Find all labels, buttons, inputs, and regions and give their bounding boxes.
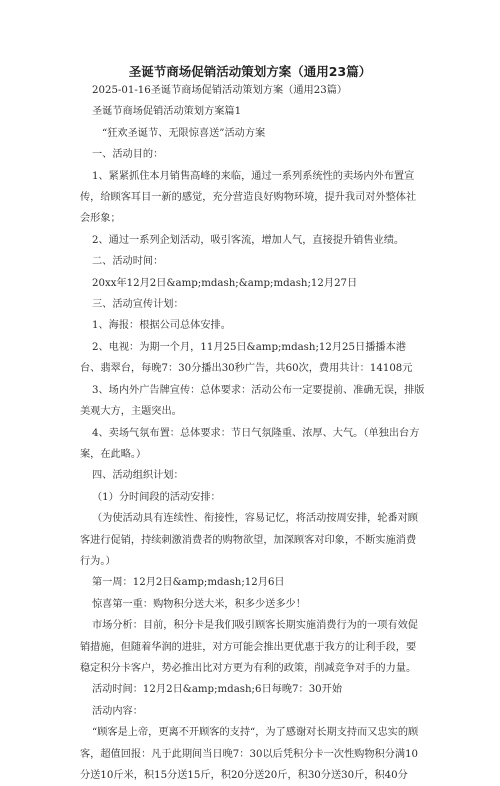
paragraph: 1、海报：根据公司总体安排。 (92, 320, 231, 332)
paragraph: 1、紧紧抓住本月销售高峰的来临，通过一系列系统性的卖场内外布置宣传，给顾客耳目一新的感觉，充分营造良好购物环境，提升我司对外整体社会形象； (80, 170, 417, 225)
paragraph: 市场分析：目前，积分卡是我们吸引顾客长期实施消费行为的一项有效促销措施，但随着华润的进驻，对方可能会推出更优惠于我方的让利手段，要稳定积分卡客户，势必推出比对方更为有利的政策，削减竞争对手的力量。 (80, 620, 418, 674)
paragraph: （为使活动具有连续性、衔接性，容易记忆，将活动按周安排，轮番对顾客进行促销，持续刺激消费者的购物欲望，加深顾客对印象，不断实施消费行为。） (80, 513, 418, 567)
paragraph: 圣诞节商场促销活动策划方案篇1 (92, 106, 242, 118)
paragraph: “顾客是上帝，更离不开顾客的支持“，为了感谢对长期支持而又忠实的顾客，超值回报：凡于此期间当日晚7：30以后凭积分卡一次性购物积分满10分送10斤米，积15分送15斤，积20分送20斤，积30分送30斤，积40分 (80, 727, 419, 781)
paragraph: 2、电视：为期一个月，11月25日&amp;mdash;12月25日播播本港台、翡翠台，每晚7：30分播出30秒广告，共60次，费用共计：14108元 (80, 341, 413, 375)
paragraph: 2、通过一系列企划活动，吸引客流，增加人气，直接提升销售业绩。 (92, 234, 405, 246)
paragraph: 第一周：12月2日&amp;mdash;12月6日 (92, 577, 285, 589)
paragraph: 惊喜第一重：购物积分送大米，积多少送多少！ (92, 598, 306, 610)
paragraph: 活动内容： (92, 705, 143, 717)
paragraph: 20xx年12月2日&amp;mdash;&amp;mdash;12月27日 (92, 277, 358, 289)
paragraph: 一、活动目的： (92, 149, 164, 161)
paragraph: 三、活动宣传计划： (92, 299, 184, 311)
paragraph: 3、场内外广告牌宣传：总体要求：活动公布一定要提前、准确无误，排版美观大方，主题突出。 (80, 384, 425, 418)
paragraph: 2025-01-16圣诞节商场促销活动策划方案（通用23篇） (92, 85, 348, 96)
paragraph: “狂欢圣诞节、无限惊喜送”活动方案 (102, 127, 266, 139)
paragraph: 活动时间：12月2日&amp;mdash;6日每晚7：30开始 (92, 684, 343, 696)
paragraph: （1）分时间段的活动安排： (92, 491, 221, 503)
paragraph: 4、卖场气氛布置：总体要求：节日气氛隆重、浓厚、大气。（单独出台方案，在此略。） (80, 427, 420, 460)
paragraph: 二、活动时间： (92, 256, 164, 268)
document-body (80, 80, 426, 786)
document-title: 圣诞节商场促销活动策划方案（通用23篇） (128, 64, 372, 79)
paragraph: 四、活动组织计划： (92, 470, 184, 482)
